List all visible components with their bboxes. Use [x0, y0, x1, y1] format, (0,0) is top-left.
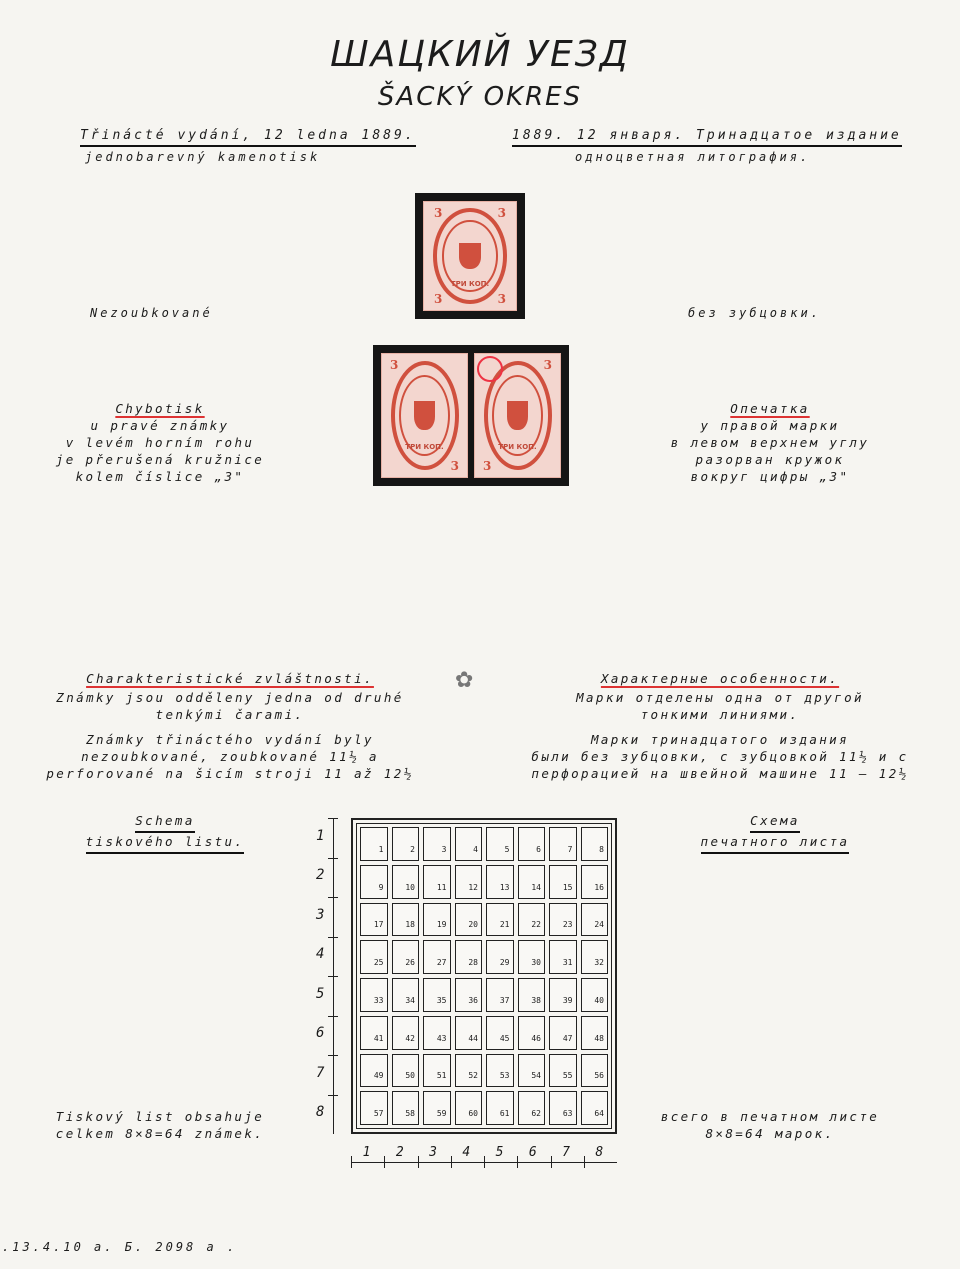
sheet-cell [486, 827, 514, 861]
sheet-cell [549, 827, 577, 861]
corner-numeral: 3 [543, 358, 552, 372]
sheet-cell [392, 1016, 420, 1050]
corner-numeral: 3 [497, 206, 506, 220]
sheet-cell-number: 16 [594, 882, 604, 892]
sheet-cell-number: 53 [499, 1071, 510, 1081]
left-imperf-label: Nezoubkované [90, 306, 213, 320]
sheet-cell-number: 28 [468, 958, 478, 967]
sheet-cell [581, 903, 609, 937]
sheet-cell-number: 31 [562, 958, 573, 967]
sheet-cell-number: 4 [473, 844, 478, 854]
sheet-cell [518, 940, 546, 974]
sheet-cell [486, 940, 514, 974]
characteristics-left-line: nezoubkované, zoubkované 11½ a [81, 749, 379, 764]
sheet-cell-number: 52 [468, 1071, 478, 1081]
sheet-cell-number: 9 [378, 882, 384, 892]
column-number: 7 [562, 1145, 570, 1160]
sheet-cell [518, 903, 546, 937]
error-left-line: v levém horním rohu [65, 435, 255, 450]
sheet-cell [549, 978, 577, 1012]
coat-of-arms-icon [414, 401, 434, 431]
sheet-cell [581, 1054, 609, 1088]
characteristics-right-line: были без зубцовки, с зубцовкой 11½ и с [531, 749, 909, 764]
sheet-cell [486, 1016, 514, 1050]
stamp-value: ТРИ КОП. [498, 442, 537, 451]
row-tick [328, 897, 338, 898]
sheet-cell-number: 44 [468, 1033, 478, 1043]
sheet-cell [581, 1091, 609, 1125]
flower-ornament-icon: ✿ [455, 668, 474, 693]
characteristics-right [500, 670, 940, 782]
schema-right-title: Схема [750, 812, 800, 833]
sheet-cell [455, 978, 483, 1012]
stamp-value: ТРИ КОП. [405, 442, 444, 451]
sheet-cell [392, 978, 420, 1012]
sheet-cell-number: 48 [594, 1033, 604, 1043]
printing-sheet-diagram [351, 818, 617, 1134]
sheet-cell-number: 2 [410, 844, 415, 854]
left-heading: Třinácté vydání, 12 ledna 1889. [80, 128, 416, 147]
characteristics-left-title: Charakteristické zvláštnosti. [86, 671, 374, 686]
column-number: 6 [528, 1145, 537, 1160]
stamp-single [423, 201, 517, 311]
sheet-cell-number: 26 [405, 958, 415, 967]
sheet-cell-number: 38 [531, 995, 541, 1005]
sheet-cell-number: 35 [436, 995, 447, 1005]
row-number: 7 [316, 1064, 325, 1081]
error-right-line: в левом верхнем углу [670, 435, 870, 450]
sheet-cell-number: 1 [378, 844, 384, 854]
corner-numeral: 3 [434, 292, 443, 306]
row-number: 8 [316, 1104, 325, 1121]
sheet-cell [392, 827, 420, 861]
characteristics-left-line: Známky jsou odděleny jedna od druhé [56, 690, 404, 705]
sheet-cell-number: 56 [594, 1071, 604, 1081]
sheet-cell [581, 1016, 609, 1050]
column-tick [418, 1156, 419, 1168]
sheet-cell [455, 827, 483, 861]
row-tick [328, 976, 338, 977]
corner-numeral: 3 [434, 206, 443, 220]
error-left-line: u pravé známky [90, 418, 230, 433]
column-number: 1 [362, 1145, 371, 1160]
characteristics-right-line: тонкими линиями. [640, 707, 800, 722]
sheet-cell [581, 865, 609, 899]
schema-left-subtitle: tiskového listu. [86, 833, 245, 854]
sheet-cell [486, 1091, 514, 1125]
sheet-cell-number: 8 [599, 844, 604, 854]
sheet-cell [486, 1054, 514, 1088]
corner-numeral: 3 [450, 459, 459, 473]
sheet-cell [455, 865, 483, 899]
sheet-total-left-line: celkem 8×8=64 známek. [55, 1126, 265, 1141]
sheet-cell [423, 1091, 451, 1125]
sheet-cell [455, 1016, 483, 1050]
sheet-cell [360, 865, 388, 899]
row-tick [328, 937, 338, 938]
sheet-cell [455, 1054, 483, 1088]
row-tick [328, 1016, 338, 1017]
sheet-cell [392, 1091, 420, 1125]
sheet-cell [518, 1016, 546, 1050]
stamp-pair-left [381, 353, 468, 478]
sheet-cell-number: 45 [499, 1033, 510, 1043]
sheet-cell-number: 37 [499, 995, 510, 1005]
sheet-cell [518, 1091, 546, 1125]
row-number: 3 [316, 906, 325, 923]
row-tick [328, 818, 338, 819]
sheet-cell-number: 15 [562, 882, 573, 892]
sheet-cell-number: 32 [594, 958, 604, 967]
sheet-cell [549, 1054, 577, 1088]
row-number: 1 [316, 827, 325, 844]
sheet-cell-number: 41 [373, 1033, 384, 1043]
corner-numeral: 3 [390, 358, 399, 372]
sheet-cell [423, 903, 451, 937]
sheet-cell [518, 1054, 546, 1088]
page-subtitle: ŠACKÝ OKRES [377, 82, 583, 112]
sheet-grid [356, 823, 612, 1129]
sheet-cell [423, 978, 451, 1012]
corner-numeral: 3 [497, 292, 506, 306]
right-imperf-label: без зубцовки. [688, 306, 821, 320]
sheet-cell [455, 903, 483, 937]
sheet-cell-number: 20 [468, 920, 478, 930]
coat-of-arms-icon [459, 243, 481, 269]
sheet-cell-number: 50 [405, 1071, 415, 1081]
sheet-cell-number: 5 [504, 844, 510, 854]
sheet-cell [486, 865, 514, 899]
sheet-cell [360, 940, 388, 974]
error-left-line: kolem číslice „3" [75, 469, 245, 484]
row-number: 4 [316, 946, 325, 963]
error-left-line: je přerušená kružnice [55, 452, 265, 467]
sheet-cell-number: 24 [594, 920, 604, 930]
characteristics-left-line: perforované na šicím stroji 11 až 12½ [46, 766, 414, 781]
footer-catalog-code: .13.4.10 a. Б. 2098 a . [2, 1240, 238, 1254]
sheet-cell [518, 978, 546, 1012]
sheet-cell [392, 1054, 420, 1088]
sheet-cell [360, 978, 388, 1012]
characteristics-right-line: Марки отделены одна от другой [576, 690, 864, 705]
sheet-cell [486, 978, 514, 1012]
sheet-cell [549, 1016, 577, 1050]
sheet-cell-number: 23 [562, 920, 573, 930]
sheet-cell-number: 62 [531, 1109, 541, 1118]
sheet-cell [455, 1091, 483, 1125]
sheet-cell [549, 865, 577, 899]
sheet-cell [360, 1054, 388, 1088]
sheet-cell-number: 18 [405, 920, 415, 930]
sheet-cell-number: 14 [531, 882, 541, 892]
sheet-cell-number: 60 [468, 1109, 478, 1118]
sheet-cell [423, 1016, 451, 1050]
column-tick [551, 1156, 552, 1168]
right-heading: 1889. 12 января. Тринадцатое издание [512, 128, 902, 147]
sheet-cell-number: 59 [436, 1109, 447, 1118]
sheet-cell-number: 43 [436, 1033, 447, 1043]
sheet-cell-number: 21 [499, 920, 510, 930]
sheet-cell [581, 978, 609, 1012]
sheet-cell-number: 30 [531, 958, 541, 967]
sheet-total-left-line: Tiskový list obsahuje [55, 1109, 265, 1124]
error-left-title: Chybotisk [115, 401, 205, 416]
characteristics-left-line: tenkými čarami. [155, 707, 305, 722]
error-left-block [20, 400, 300, 485]
characteristics-right-line: перфорацией на швейной машине 11 – 12½ [531, 766, 909, 781]
sheet-cell [581, 827, 609, 861]
column-number: 5 [495, 1145, 504, 1160]
sheet-cell-number: 36 [468, 995, 478, 1005]
sheet-cell [392, 865, 420, 899]
sheet-cell-number: 10 [405, 882, 415, 892]
sheet-cell-number: 11 [436, 882, 447, 892]
sheet-cell [549, 903, 577, 937]
column-tick [484, 1156, 485, 1168]
sheet-cell-number: 61 [499, 1109, 510, 1118]
characteristics-right-title: Характерные особенности. [600, 671, 840, 686]
error-right-line: разорван кружок [695, 452, 845, 467]
left-subheading: jednobarevný kamenotisk [85, 150, 321, 164]
row-number: 5 [316, 985, 325, 1002]
sheet-cell [486, 903, 514, 937]
sheet-cell-number: 46 [531, 1033, 541, 1043]
column-tick [351, 1156, 352, 1168]
sheet-cell [549, 1091, 577, 1125]
single-stamp-frame [415, 193, 525, 319]
stamp-pair-frame [373, 345, 569, 486]
sheet-cell-number: 40 [594, 995, 604, 1005]
schema-right [670, 812, 880, 854]
row-tick [328, 1095, 338, 1096]
error-right-block [630, 400, 910, 485]
error-right-title: Опечатка [730, 401, 810, 416]
sheet-total-left [30, 1108, 290, 1142]
sheet-cell-number: 12 [468, 882, 478, 892]
sheet-cell [360, 903, 388, 937]
row-number: 2 [316, 867, 325, 884]
sheet-cell-number: 7 [567, 844, 573, 854]
error-right-line: вокруг цифры „3" [690, 469, 850, 484]
sheet-cell [518, 865, 546, 899]
sheet-cell-number: 51 [436, 1071, 447, 1081]
characteristics-right-line: Марки тринадцатого издания [590, 732, 850, 747]
schema-right-subtitle: печатного листа [701, 833, 850, 854]
sheet-cell-number: 63 [562, 1109, 573, 1118]
sheet-cell-number: 39 [562, 995, 573, 1005]
sheet-cell-number: 57 [373, 1109, 384, 1118]
error-right-line: у правой марки [700, 418, 840, 433]
sheet-cell [392, 903, 420, 937]
sheet-cell [581, 940, 609, 974]
column-tick [517, 1156, 518, 1168]
column-tick [451, 1156, 452, 1168]
sheet-cell-number: 17 [373, 920, 384, 930]
schema-left-title: Schema [135, 812, 195, 833]
sheet-cell-number: 3 [441, 844, 447, 854]
sheet-cell-number: 47 [562, 1033, 573, 1043]
sheet-cell-number: 29 [499, 958, 510, 967]
sheet-cell-number: 33 [373, 995, 384, 1005]
sheet-cell-number: 42 [405, 1033, 415, 1043]
sheet-cell-number: 54 [531, 1071, 541, 1081]
sheet-cell-number: 58 [405, 1109, 415, 1118]
column-tick [384, 1156, 385, 1168]
sheet-cell-number: 25 [373, 958, 384, 967]
stamp-pair-right [474, 353, 561, 478]
sheet-cell [360, 1091, 388, 1125]
sheet-cell-number: 34 [405, 995, 415, 1005]
row-tick [328, 858, 338, 859]
schema-left [60, 812, 270, 854]
sheet-total-right-line: всего в печатном листе [660, 1109, 880, 1124]
row-number: 6 [316, 1025, 325, 1042]
sheet-cell-number: 64 [594, 1109, 604, 1118]
column-number: 3 [429, 1145, 437, 1160]
sheet-cell-number: 6 [536, 844, 541, 854]
sheet-cell-number: 55 [562, 1071, 573, 1081]
sheet-cell-number: 19 [436, 920, 447, 930]
sheet-cell [549, 940, 577, 974]
corner-numeral: 3 [483, 459, 492, 473]
sheet-cell [455, 940, 483, 974]
sheet-cell [518, 827, 546, 861]
sheet-cell-number: 27 [436, 958, 447, 967]
column-number: 4 [462, 1145, 471, 1160]
row-tick [328, 1055, 338, 1056]
sheet-cell [423, 1054, 451, 1088]
sheet-total-right [640, 1108, 900, 1142]
sheet-cell [360, 827, 388, 861]
column-tick [584, 1156, 585, 1168]
stamp-value: ТРИ КОП. [450, 279, 490, 288]
sheet-cell [392, 940, 420, 974]
sheet-cell-number: 22 [531, 920, 541, 930]
column-number: 8 [595, 1145, 604, 1160]
column-number: 2 [395, 1145, 404, 1160]
characteristics-left [20, 670, 440, 782]
sheet-cell-number: 49 [373, 1071, 384, 1081]
sheet-cell [360, 1016, 388, 1050]
sheet-cell-number: 13 [499, 882, 510, 892]
sheet-total-right-line: 8×8=64 марок. [705, 1126, 835, 1141]
error-circle-marker [477, 356, 503, 382]
characteristics-left-line: Známky třináctého vydání byly [86, 732, 374, 747]
right-subheading: одноцветная литография. [575, 150, 811, 164]
sheet-cell [423, 865, 451, 899]
page-title: ШАЦКИЙ УЕЗД [330, 34, 630, 75]
coat-of-arms-icon [507, 401, 527, 431]
sheet-cell [423, 827, 451, 861]
sheet-cell [423, 940, 451, 974]
